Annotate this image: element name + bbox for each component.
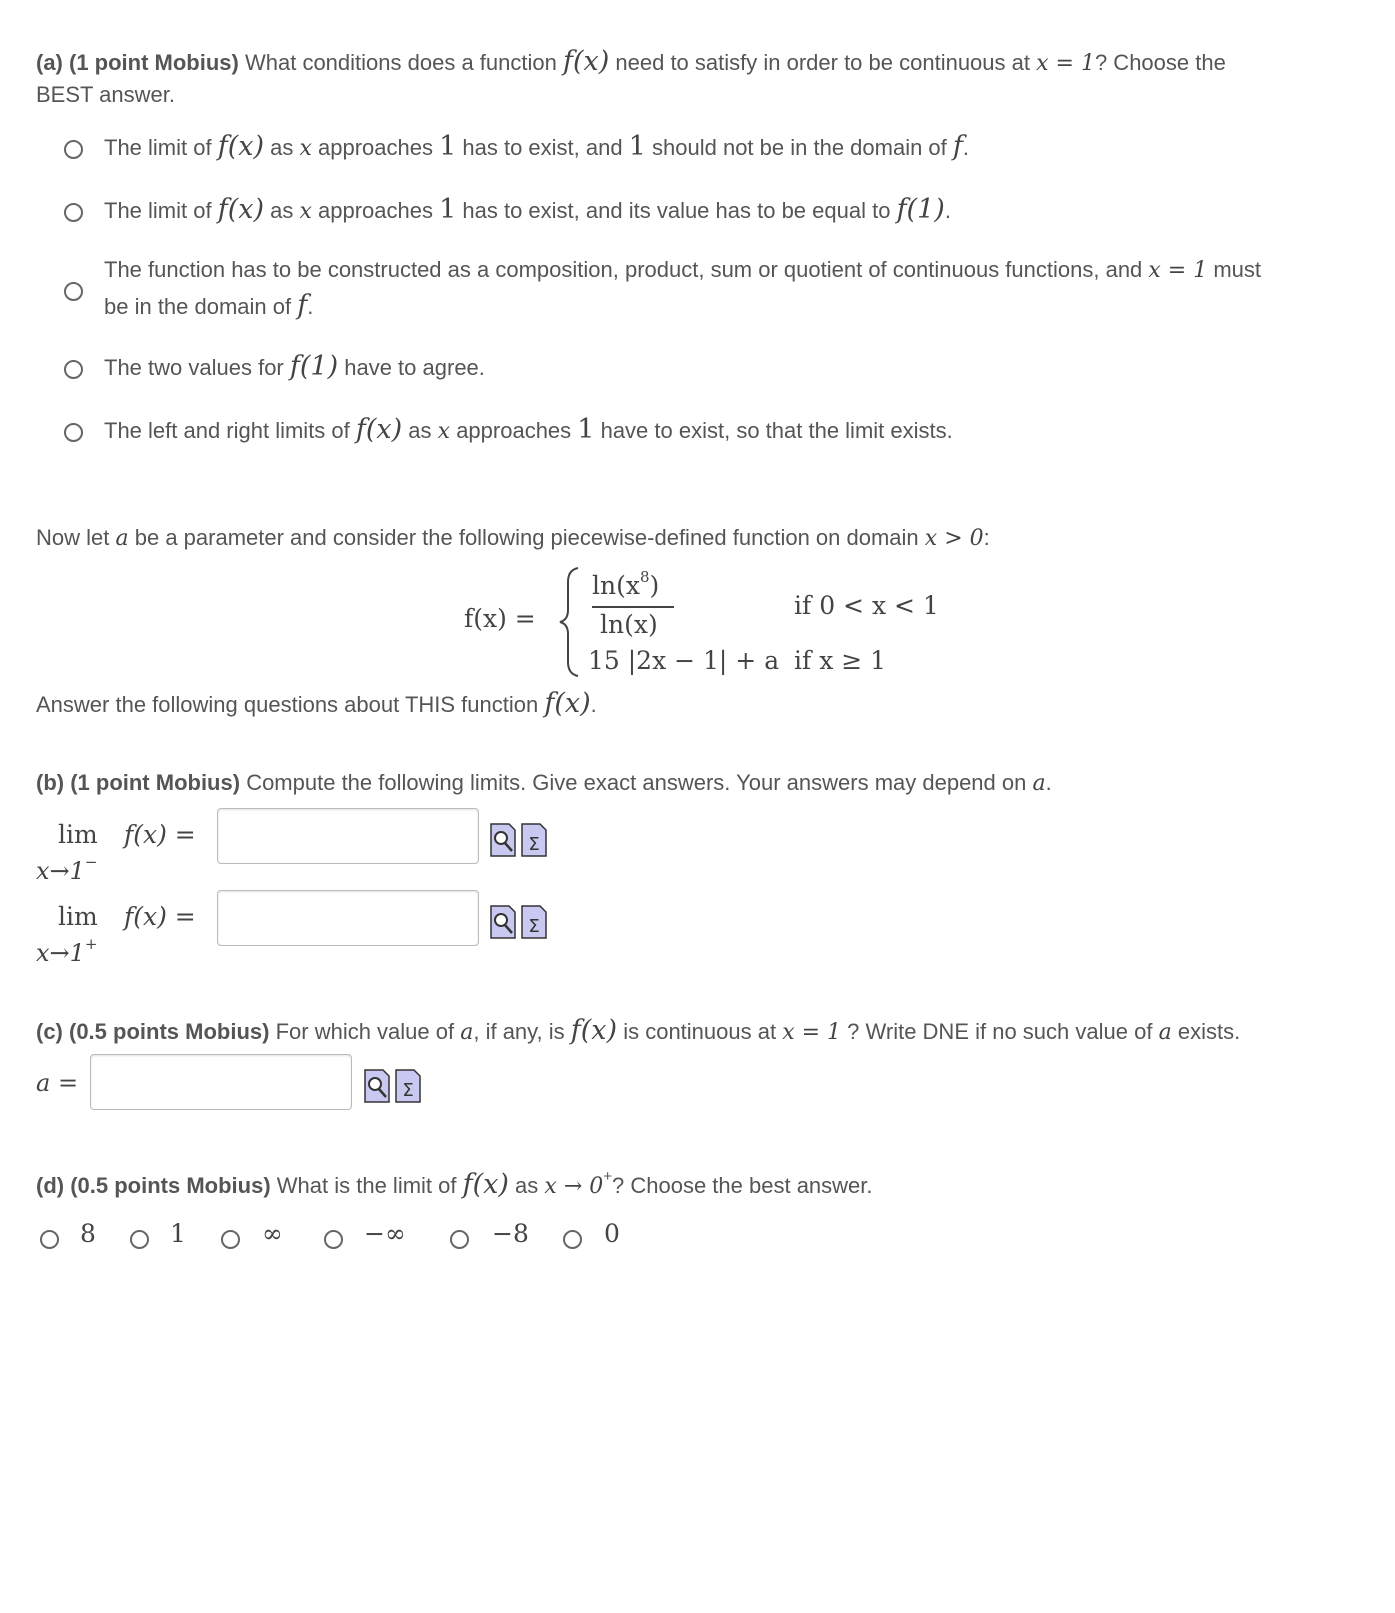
- svg-text:Σ: Σ: [528, 834, 540, 855]
- choice-d3-radio[interactable]: [221, 1230, 240, 1249]
- option-a5-text: The left and right limits of f(x) as x approaches 1 have to exist, so that the limit exists.: [104, 414, 953, 445]
- option-a4-radio[interactable]: [64, 360, 83, 379]
- piecewise-cond1: if 0 < x < 1: [794, 591, 939, 620]
- intro-text: Now let a be a parameter and consider the following piecewise-defined function on domain x > 0:: [36, 525, 990, 551]
- piecewise-brace: [558, 566, 582, 678]
- preview-icon[interactable]: [364, 1069, 390, 1103]
- piecewise-lhs: f(x) =: [464, 604, 536, 633]
- equation-editor-icon[interactable]: [521, 905, 547, 939]
- option-a4-text: The two values for f(1) have to agree.: [104, 351, 485, 382]
- part-a-question-line2: BEST answer.: [36, 82, 175, 107]
- part-d-label: (d) (0.5 points Mobius): [36, 1173, 271, 1198]
- option-a5-radio[interactable]: [64, 423, 83, 442]
- piecewise-cond2: if x ≥ 1: [794, 646, 887, 675]
- preview-icon[interactable]: [490, 905, 516, 939]
- part-c-question: (c) (0.5 points Mobius) For which value of a, if any, is f(x) is continuous at x = 1 ? Write DNE if no such value of a exists.: [36, 1015, 1241, 1046]
- option-a3-radio[interactable]: [64, 282, 83, 301]
- lim-right-input[interactable]: [217, 890, 479, 946]
- lim2-sub: x→1+: [36, 935, 98, 967]
- piecewise-numerator: $\ln(x^8)$: [592, 568, 660, 600]
- choice-d5-label: −8: [492, 1219, 529, 1248]
- choice-d4-label: −∞: [364, 1219, 406, 1248]
- option-a1-text: The limit of f(x) as x approaches 1 has to exist, and 1 should not be in the domain of f.: [104, 131, 970, 162]
- part-c-label: (c) (0.5 points Mobius): [36, 1019, 270, 1044]
- part-d-question: (d) (0.5 points Mobius) What is the limit of f(x) as x → 0+? Choose the best answer.: [36, 1168, 873, 1200]
- option-a3-text-line1: The function has to be constructed as a composition, product, sum or quotient of continuous functions, and x = 1 must: [104, 257, 1262, 283]
- choice-d2-label: 1: [170, 1219, 186, 1248]
- piecewise-denominator: ln(x): [600, 610, 658, 639]
- piecewise-case2: 15 |2x − 1| + a: [588, 646, 780, 675]
- choice-d3-label: ∞: [262, 1219, 283, 1248]
- equation-editor-icon[interactable]: [521, 823, 547, 857]
- choice-d1-radio[interactable]: [40, 1230, 59, 1249]
- choice-d6-radio[interactable]: [563, 1230, 582, 1249]
- a-value-input[interactable]: [90, 1054, 352, 1110]
- lim-left-input[interactable]: [217, 808, 479, 864]
- lim2-lim: lim: [58, 902, 98, 931]
- part-b-label: (b) (1 point Mobius): [36, 770, 241, 795]
- choice-d4-radio[interactable]: [324, 1230, 343, 1249]
- equation-editor-icon[interactable]: [395, 1069, 421, 1103]
- fraction-bar: [592, 606, 674, 608]
- choice-d6-label: 0: [604, 1219, 620, 1248]
- option-a2-radio[interactable]: [64, 203, 83, 222]
- svg-text:Σ: Σ: [402, 1080, 414, 1101]
- lim1-lim: lim: [58, 820, 98, 849]
- option-a2-text: The limit of f(x) as x approaches 1 has to exist, and its value has to be equal to f(1).: [104, 194, 951, 225]
- preview-icon[interactable]: [490, 823, 516, 857]
- part-a-label: (a) (1 point Mobius): [36, 50, 239, 75]
- choice-d1-label: 8: [80, 1219, 96, 1248]
- choice-d2-radio[interactable]: [130, 1230, 149, 1249]
- option-a3-text-line2: be in the domain of f.: [104, 290, 314, 321]
- a-equals-label: a =: [36, 1069, 79, 1097]
- part-a-question: (a) (1 point Mobius) What conditions does a function f(x) need to satisfy in order to be continuous at x = 1? Choose the: [36, 46, 1226, 77]
- lim2-expr: f(x) =: [124, 902, 196, 931]
- svg-text:Σ: Σ: [528, 916, 540, 937]
- part-b-question: (b) (1 point Mobius) Compute the following limits. Give exact answers. Your answers may depend on a.: [36, 770, 1052, 796]
- lim1-sub: x→1−: [36, 853, 98, 885]
- answer-about-text: Answer the following questions about THIS function f(x).: [36, 688, 597, 719]
- option-a1-radio[interactable]: [64, 140, 83, 159]
- lim1-expr: f(x) =: [124, 820, 196, 849]
- choice-d5-radio[interactable]: [450, 1230, 469, 1249]
